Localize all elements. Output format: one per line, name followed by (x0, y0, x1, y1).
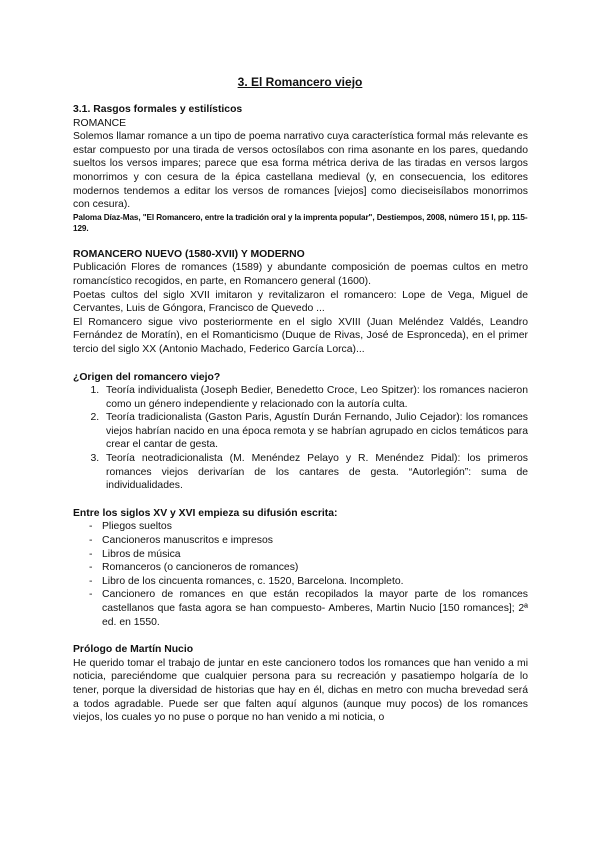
section-heading-difusion: Entre los siglos XV y XVI empieza su difusión escrita: (73, 507, 338, 519)
paragraph-romancero-vivo: El Romancero sigue vivo posteriormente en el siglo XVIII (Juan Meléndez Valdés, Leandro Fernández de Moratín), en el Romanticismo (Duque de Rivas, José de Espronceda), en el primer tercio del siglo XX (Antonio Machado, Federico García Lorca)... (73, 316, 528, 355)
document-body (73, 103, 528, 725)
list-item-text: Pliegos sueltos (102, 521, 172, 533)
diffusion-list (73, 520, 528, 629)
origin-theories-list (73, 384, 528, 493)
list-item: 3. Teoría neotradicionalista (M. Menéndez Pelayo y R. Menéndez Pidal): los primeros romances viejos derivarían de los cantares de gesta. “Autorlegión”: suma de individualidades. (102, 452, 528, 493)
section-heading-rasgos: 3.1. Rasgos formales y estilísticos (73, 104, 243, 115)
paragraph-publicacion: Publicación Flores de romances (1589) y abundante composición de poemas cultos en metro romancístico recogidos, en parte, en Romancero general (1600). (73, 262, 528, 287)
paragraph-poetas: Poetas cultos del siglo XVII imitaron y revitalizaron el romancero: Lope de Vega, Miguel de Cervantes, Luis de Góngora, Francisco de Quevedo ... (73, 289, 528, 315)
subheading-romance: ROMANCE (73, 117, 127, 129)
section-heading-origen: ¿Origen del romancero viejo? (73, 371, 221, 383)
section-heading-prologo: Prólogo de Martín Nucio (73, 644, 194, 656)
dash-marker: - (89, 575, 93, 587)
list-item-text: Cancioneros manuscritos e impresos (102, 535, 273, 547)
paragraph-prologo: He querido tomar el trabajo de juntar en este cancionero todos los romances que han venido a mi noticia, pareciéndome que cualquier persona para su recreación y pasatiempo holgaría de lo tener, porque la diversidad de historias que hay en él, dichas en metro con mucha brevedad será a todos agradable. Puede ser que falten aquí algunos (aunque muy pocos) de los romances viejos, los cuales yo no puse o porque no han venido a mi noticia, o (73, 657, 528, 724)
dash-marker: - (89, 589, 93, 601)
list-item (73, 534, 528, 548)
dash-marker: - (89, 548, 93, 560)
list-item-text: Cancionero de romances en que están recopilados la mayor parte de los romances castellanos que fasta agora se han compuesto- Amberes, Martin Nucio [150 romances]; 2ª ed. en 1550. (102, 589, 528, 628)
list-item: 2. Teoría tradicionalista (Gaston Paris, Agustín Durán Fernando, Julio Cejador): los romances viejos habrían nacido en una época remota y se habrían agrupado en ciclos temáticos para crear el cantar de gesta. (102, 411, 528, 452)
list-item (73, 561, 528, 575)
section-heading-romancero-nuevo: ROMANCERO NUEVO (1580-XVII) Y MODERNO (73, 248, 305, 260)
dash-marker: - (89, 562, 93, 574)
list-item (73, 575, 528, 589)
list-item-text: Libro de los cincuenta romances, c. 1520, Barcelona. Incompleto. (102, 575, 404, 587)
dash-marker: - (89, 535, 93, 547)
list-item (73, 588, 528, 629)
list-item: 1. Teoría individualista (Joseph Bedier, Benedetto Croce, Leo Spitzer): los romances nacieron como un género independiente y relacionado con la autoría culta. (102, 384, 528, 411)
dash-marker: - (89, 521, 93, 533)
list-item-text: Romanceros (o cancioneros de romances) (102, 562, 299, 574)
list-item (73, 520, 528, 534)
list-item-text: Libros de música (102, 548, 181, 560)
citation: Paloma Díaz-Mas, "El Romancero, entre la tradición oral y la imprenta popular", Destiempos, 2008, número 15 I, pp. 115-129. (73, 212, 528, 233)
paragraph-romance: Solemos llamar romance a un tipo de poema narrativo cuya característica formal más relevante es estar compuesto por una tirada de versos octosílabos con rima asonante en los pares, quedando sueltos los versos impares; parece que esa forma métrica deriva de las tiradas en versos largos monorrimos y con cesura de la épica castellana medieval (y, en consecuencia, los editores modernos tendemos a editar los versos de romances [viejos] como dieciseisílabos monorrimos con cesura). (73, 131, 528, 211)
list-item (73, 548, 528, 562)
page-title: 3. El Romancero viejo (237, 75, 363, 89)
